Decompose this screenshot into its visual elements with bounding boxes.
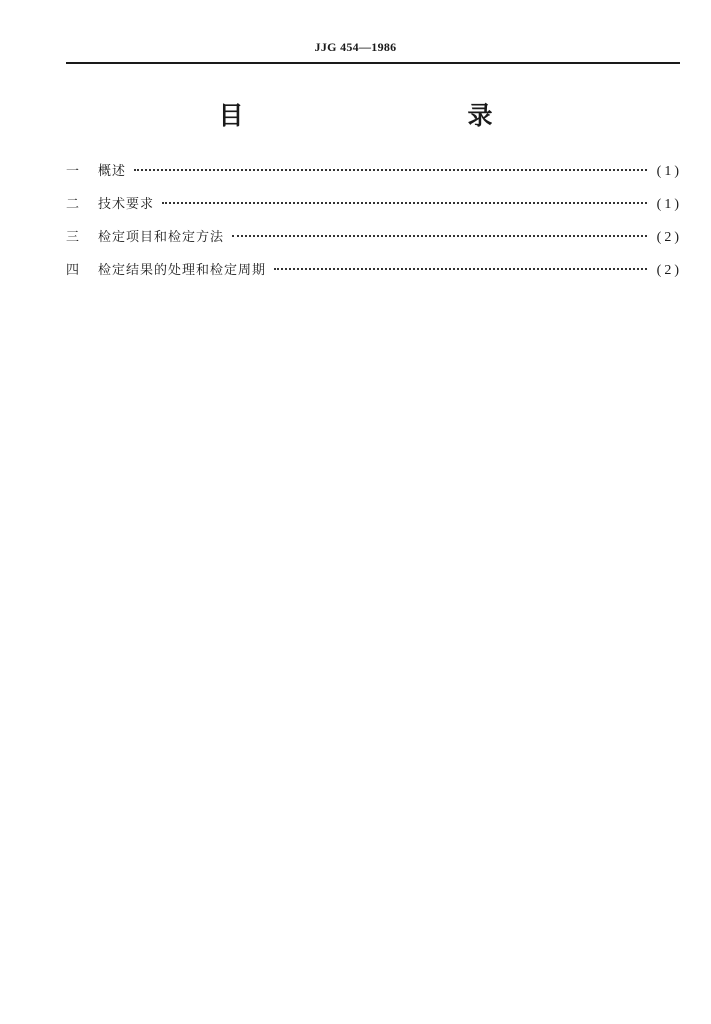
toc-dot-leader xyxy=(134,169,647,171)
toc-dot-leader xyxy=(232,235,647,237)
page-header-code: JJG 454—1986 xyxy=(314,40,397,54)
toc-entry-verification-items[interactable] xyxy=(66,226,682,259)
toc-entry-label: 概述 xyxy=(98,164,127,179)
toc-entry-overview[interactable] xyxy=(66,160,682,193)
toc-entry-label: 检定结果的处理和检定周期 xyxy=(98,263,267,278)
toc-dot-leader xyxy=(274,268,647,270)
toc-entry-page: (2) xyxy=(656,230,682,245)
header-rule xyxy=(66,62,680,64)
toc-entry-page: (1) xyxy=(656,164,682,179)
toc-entry-number: 二 xyxy=(66,197,80,212)
toc-dot-leader xyxy=(162,202,647,204)
toc-entry-technical-requirements[interactable] xyxy=(66,193,682,226)
toc-entry-number: 四 xyxy=(66,263,80,278)
toc-entry-number: 三 xyxy=(66,230,80,245)
toc-entry-page: (1) xyxy=(656,197,682,212)
toc-entry-label: 技术要求 xyxy=(98,197,155,212)
toc-entry-number: 一 xyxy=(66,164,80,179)
toc-entry-results-and-period[interactable] xyxy=(66,259,682,292)
toc-entry-page: (2) xyxy=(656,263,682,278)
toc-entry-label: 检定项目和检定方法 xyxy=(98,230,225,245)
table-of-contents xyxy=(66,160,682,292)
toc-title: 目 录 xyxy=(218,101,551,130)
